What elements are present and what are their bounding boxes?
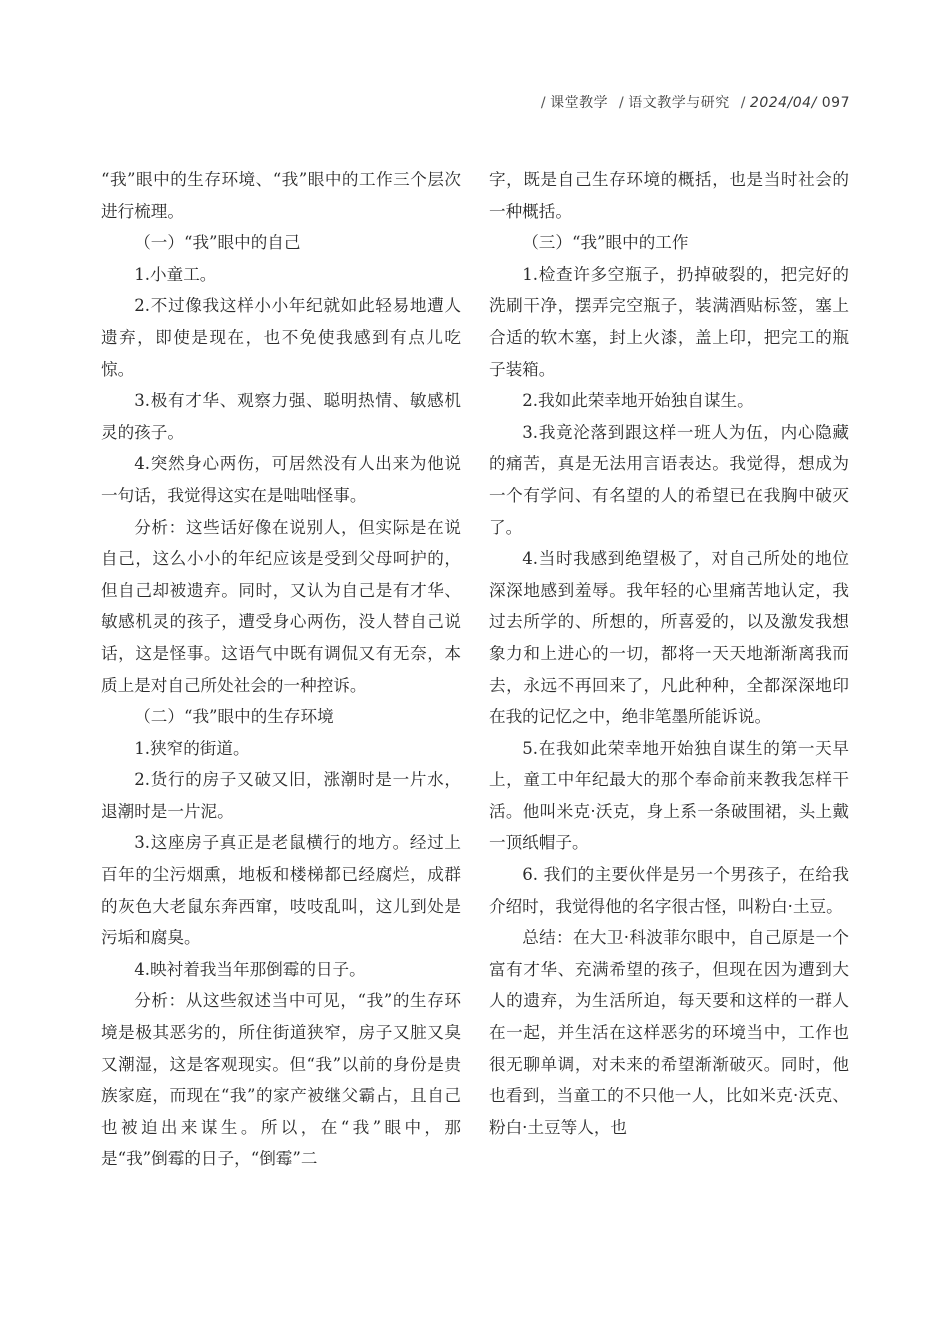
paragraph: （二）“我”眼中的生存环境	[134, 707, 334, 727]
paragraph: 3.我竟沦落到跟这样一班人为伍，内心隐藏的痛苦，真是无法用言语表达。我觉得，想成为一个有学问、有名望的人的希望已在我胸中破灭了。	[489, 422, 849, 537]
header-separator: /	[740, 95, 746, 111]
right-column	[489, 164, 849, 1143]
paragraph: 2.不过像我这样小小年纪就如此轻易地遭人遗弃，即使是现在，也不免使我感到有点儿吃惊。	[101, 296, 461, 379]
paragraph: 字，既是自己生存环境的概括，也是当时社会的一种概括。	[489, 170, 849, 221]
page-number: 097	[821, 95, 850, 111]
paragraph: 6. 我们的主要伙伴是另一个男孩子，在给我介绍时，我觉得他的名字很古怪，叫粉白·土豆。	[489, 865, 849, 916]
paragraph: 4.映衬着我当年那倒霉的日子。	[134, 959, 366, 979]
header-section: 课堂教学	[550, 95, 609, 111]
paragraph: 2.我如此荣幸地开始独自谋生。	[522, 391, 754, 411]
paragraph: 3.极有才华、观察力强、聪明热情、敏感机灵的孩子。	[101, 391, 461, 442]
paragraph: 4.突然身心两伤，可居然没有人出来为他说一句话，我觉得这实在是咄咄怪事。	[101, 454, 461, 505]
running-header	[535, 92, 850, 112]
paragraph: 5.在我如此荣幸地开始独自谋生的第一天早上，童工中年纪最大的那个奉命前来教我怎样干活。他叫米克·沃克，身上系一条破围裙，头上戴一顶纸帽子。	[489, 738, 849, 853]
paragraph: （三）“我”眼中的工作	[522, 233, 689, 253]
paragraph: 2.货行的房子又破又旧，涨潮时是一片水，退潮时是一片泥。	[101, 770, 461, 821]
header-separator: /	[540, 95, 547, 111]
paragraph: 1.小童工。	[134, 264, 217, 284]
paragraph: 分析：从这些叙述当中可见，“我”的生存环境是极其恶劣的，所住街道狭窄，房子又脏又臭又潮湿，这是客观现实。但“我”以前的身份是贵族家庭，而现在“我”的家产被继父霸占，且自己也被迫出来谋生。所以，在“我”眼中，那是“我”倒霉的日子，“倒霉”二	[101, 991, 461, 1169]
paragraph: 总结：在大卫·科波菲尔眼中，自己原是一个富有才华、充满希望的孩子，但现在因为遭到大人的遗弃，为生活所迫，每天要和这样的一群人在一起，并生活在这样恶劣的环境当中，工作也很无聊单调，对未来的希望渐渐破灭。同时，他也看到，当童工的不只他一人，比如米克·沃克、粉白·土豆等人，也	[489, 928, 849, 1137]
header-journal: 语文教学与研究	[628, 95, 730, 111]
paragraph: （一）“我”眼中的自己	[134, 233, 301, 253]
left-column	[101, 164, 461, 1175]
paragraph: 3.这座房子真正是老鼠横行的地方。经过上百年的尘污烟熏，地板和楼梯都已经腐烂，成群的灰色大老鼠东奔西窜，吱吱乱叫，这儿到处是污垢和腐臭。	[101, 833, 461, 948]
header-issue: 2024/04/	[749, 95, 817, 111]
paragraph: “我”眼中的生存环境、“我”眼中的工作三个层次进行梳理。	[101, 170, 461, 221]
paragraph: 分析：这些话好像在说别人，但实际是在说自己，这么小小的年纪应该是受到父母呵护的，但自己却被遗弃。同时，又认为自己是有才华、敏感机灵的孩子，遭受身心两伤，没人替自己说话，这是怪事。这语气中既有调侃又有无奈，本质上是对自己所处社会的一种控诉。	[101, 517, 461, 695]
header-separator: /	[619, 95, 625, 111]
paragraph: 1.检查许多空瓶子，扔掉破裂的，把完好的洗刷干净，摆弄完空瓶子，装满酒贴标签，塞上合适的软木塞，封上火漆，盖上印，把完工的瓶子装箱。	[489, 264, 849, 379]
paragraph: 4.当时我感到绝望极了，对自己所处的地位深深地感到羞辱。我年轻的心里痛苦地认定，我过去所学的、所想的，所喜爱的，以及激发我想象力和上进心的一切，都将一天天地渐渐离我而去，永远不再回来了，凡此种种，全都深深地印在我的记忆之中，绝非笔墨所能诉说。	[489, 549, 849, 727]
paragraph: 1.狭窄的街道。	[134, 738, 250, 758]
